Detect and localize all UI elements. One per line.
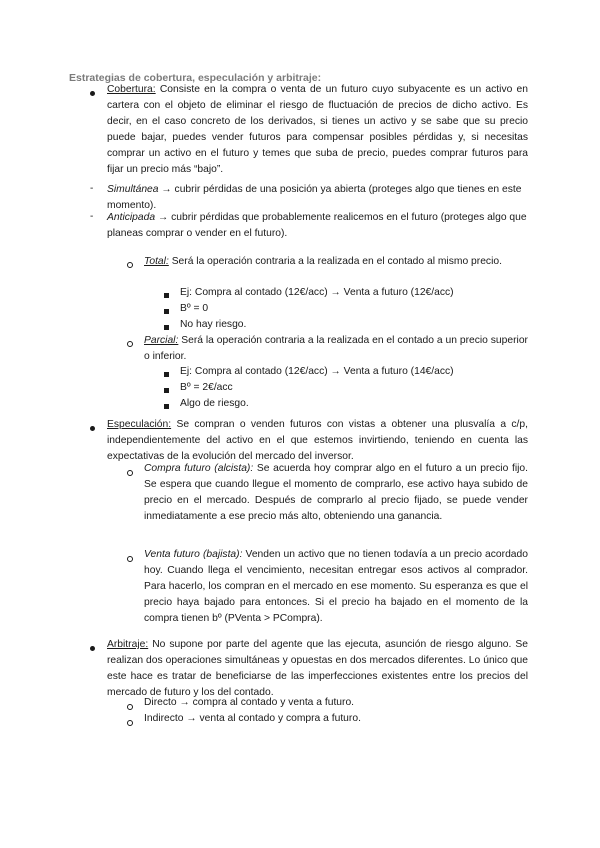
- compra-futuro-text: Se acuerda hoy comprar algo en el futuro a un precio fijo. Se espera que cuando llegue el momento de comprarlo, ese activo haya subido de precio en el mercado. Después de comprarlo al precio fijado, se puede vender inmediatamente a ese precio más alto, obteniendo una ganancia.: [144, 463, 528, 522]
- bullet-circle: [127, 718, 133, 729]
- bullet-circle: [127, 468, 133, 479]
- especulacion-label: Especulación:: [107, 419, 172, 430]
- arbitraje-paragraph: [107, 637, 528, 701]
- page-title: Estrategias de cobertura, especulación y arbitraje:: [69, 72, 322, 84]
- bullet-circle: [127, 260, 133, 271]
- bullet-square: [164, 290, 169, 301]
- parcial-text: Será la operación contraria a la realizada en el contado a un precio superior o inferior.: [144, 335, 528, 362]
- compra-futuro-paragraph: [144, 461, 528, 525]
- bullet-dot: [90, 88, 95, 99]
- simultanea-text: → cubrir pérdidas de una posición ya abierta (proteges algo que tienes en este momento).: [107, 184, 522, 211]
- total-label: Total:: [144, 256, 169, 267]
- bullet-square: [164, 306, 169, 317]
- compra-futuro-label: Compra futuro (alcista):: [144, 463, 254, 474]
- total-paragraph: [144, 254, 528, 270]
- total-item: No hay riesgo.: [180, 319, 247, 330]
- total-item: Bº = 0: [180, 303, 209, 314]
- bullet-square: [164, 401, 169, 412]
- bullet-dot: [90, 423, 95, 434]
- parcial-item: Ej: Compra al contado (12€/acc) → Venta a futuro (14€/acc): [180, 366, 454, 377]
- parcial-paragraph: [144, 333, 528, 365]
- anticipada-text: → cubrir pérdidas que probablemente realicemos en el futuro (proteges algo que planeas comprar o vender en el futuro).: [107, 212, 527, 239]
- arbitraje-item: Indirecto → venta al contado y compra a futuro.: [144, 713, 361, 724]
- total-text: Será la operación contraria a la realizada en el contado al mismo precio.: [171, 256, 502, 267]
- arbitraje-text: No supone por parte del agente que las ejecuta, asunción de riesgo alguno. Se realizan dos operaciones simultáneas y opuestas en dos mercados diferentes. Lo único que este hace es tratar de beneficiarse de las imperfecciones existentes entre los precios del mercado de futuro y los del contado.: [107, 639, 528, 698]
- bullet-circle: [127, 339, 133, 350]
- venta-futuro-label: Venta futuro (bajista):: [144, 549, 243, 560]
- bullet-square: [164, 369, 169, 380]
- arbitraje-item: Directo → compra al contado y venta a futuro.: [144, 697, 355, 708]
- venta-futuro-paragraph: [144, 547, 528, 627]
- especulacion-text: Se compran o venden futuros con vistas a obtener una plusvalía a c/p, independientemente del activo en el que estemos invirtiendo, teniendo en cuenta las expectativas de la evolución del mercado del inversor.: [107, 419, 528, 462]
- especulacion-paragraph: [107, 417, 528, 465]
- dash-marker: -: [90, 183, 94, 194]
- bullet-circle: [127, 554, 133, 565]
- cobertura-text: Consiste en la compra o venta de un futuro cuyo subyacente es un activo en cartera con el objeto de eliminar el riesgo de fluctuación de precios de dicho activo. Es decir, en el caso concreto de los derivados, si tienes un activo y se sabe que su precio puede bajar, puedes vender futuros para compensar posibles pérdidas y, si necesitas comprar un activo en el futuro y temes que suba de precio, puedes comprar futuros para fijar un precio más “bajo”.: [107, 84, 528, 175]
- total-item: Ej: Compra al contado (12€/acc) → Venta a futuro (12€/acc): [180, 287, 454, 298]
- simultanea-label: Simultánea: [107, 184, 159, 195]
- bullet-square: [164, 322, 169, 333]
- cobertura-paragraph: [107, 82, 528, 178]
- anticipada-label: Anticipada: [107, 212, 156, 223]
- parcial-label: Parcial:: [144, 335, 179, 346]
- cobertura-label: Cobertura:: [107, 84, 156, 95]
- parcial-item: Algo de riesgo.: [180, 398, 249, 409]
- bullet-square: [164, 385, 169, 396]
- arbitraje-label: Arbitraje:: [107, 639, 149, 650]
- dash-marker: -: [90, 211, 94, 222]
- bullet-circle: [127, 702, 133, 713]
- parcial-item: Bº = 2€/acc: [180, 382, 233, 393]
- bullet-dot: [90, 643, 95, 654]
- anticipada-paragraph: [107, 210, 528, 242]
- venta-futuro-text: Venden un activo que no tienen todavía a un precio acordado hoy. Cuando llega el vencimiento, necesitan entregar esos activos al comprador. Para hacerlo, los compran en el mercado en ese momento. Su esperanza es que el precio haya bajado para entonces. Si el precio ha bajado en el momento de la compra tienen bº (PVenta > PCompra).: [144, 549, 528, 624]
